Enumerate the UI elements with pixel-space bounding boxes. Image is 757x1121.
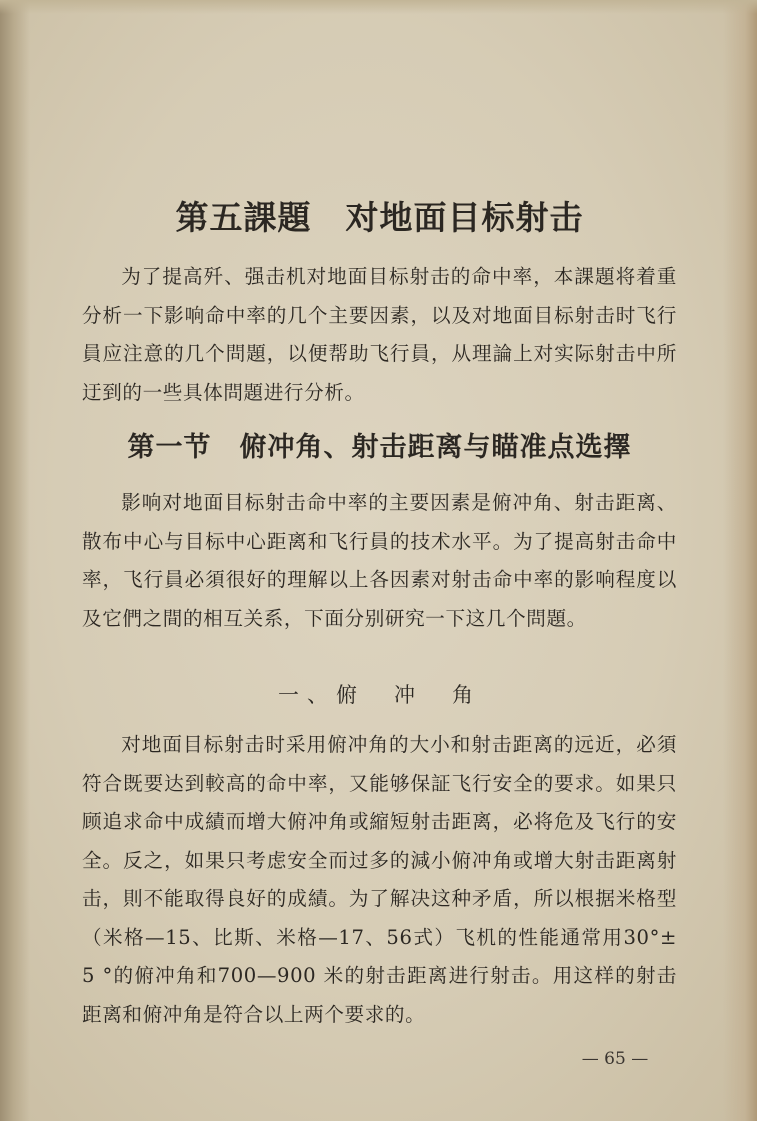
- page-edge: [723, 0, 757, 1121]
- lesson-title: 第五課題 对地面目标射击: [175, 198, 584, 237]
- intro-paragraph: 为了提高歼、强击机对地面目标射击的命中率，本課題将着重分析一下影响命中率的几个主要因素，以及对地面目标射击时飞行員应注意的几个問題，以便帮助飞行員，从理論上对实际射击中所迂到的一些具体問題进行分析。: [82, 265, 677, 404]
- subsection-heading: 一、俯 冲 角: [278, 683, 481, 707]
- section-heading: 第一节 俯冲角、射击距离与瞄准点选擇: [127, 432, 632, 463]
- subsection-paragraph: 对地面目标射击时采用俯冲角的大小和射击距离的远近，必須符合既要达到較高的命中率，又能够保証飞行安全的要求。如果只顾追求命中成績而增大俯冲角或縮短射击距离，必将危及飞行的安全。反之，如果只考虑安全而过多的減小俯冲角或增大射击距离射击，則不能取得良好的成績。为了解决这种矛盾，所以根据米格型（米格—15、比斯、米格—17、56式）飞机的性能通常用30°± 5 °的俯冲角和700—900 米的射击距离进行射击。用这样的射击距离和俯冲角是符合以上两个要求的。: [82, 733, 677, 1026]
- binding-shadow: [0, 0, 30, 1121]
- section-paragraph: 影响对地面目标射击命中率的主要因素是俯冲角、射击距离、散布中心与目标中心距离和飞行員的技术水平。为了提高射击命中率，飞行員必須很好的理解以上各因素对射击命中率的影响程度以及它們之間的相互关系，下面分别研究一下这几个問題。: [82, 491, 677, 630]
- page-top-edge: [0, 0, 757, 14]
- page-number: — 65 —: [581, 1049, 649, 1069]
